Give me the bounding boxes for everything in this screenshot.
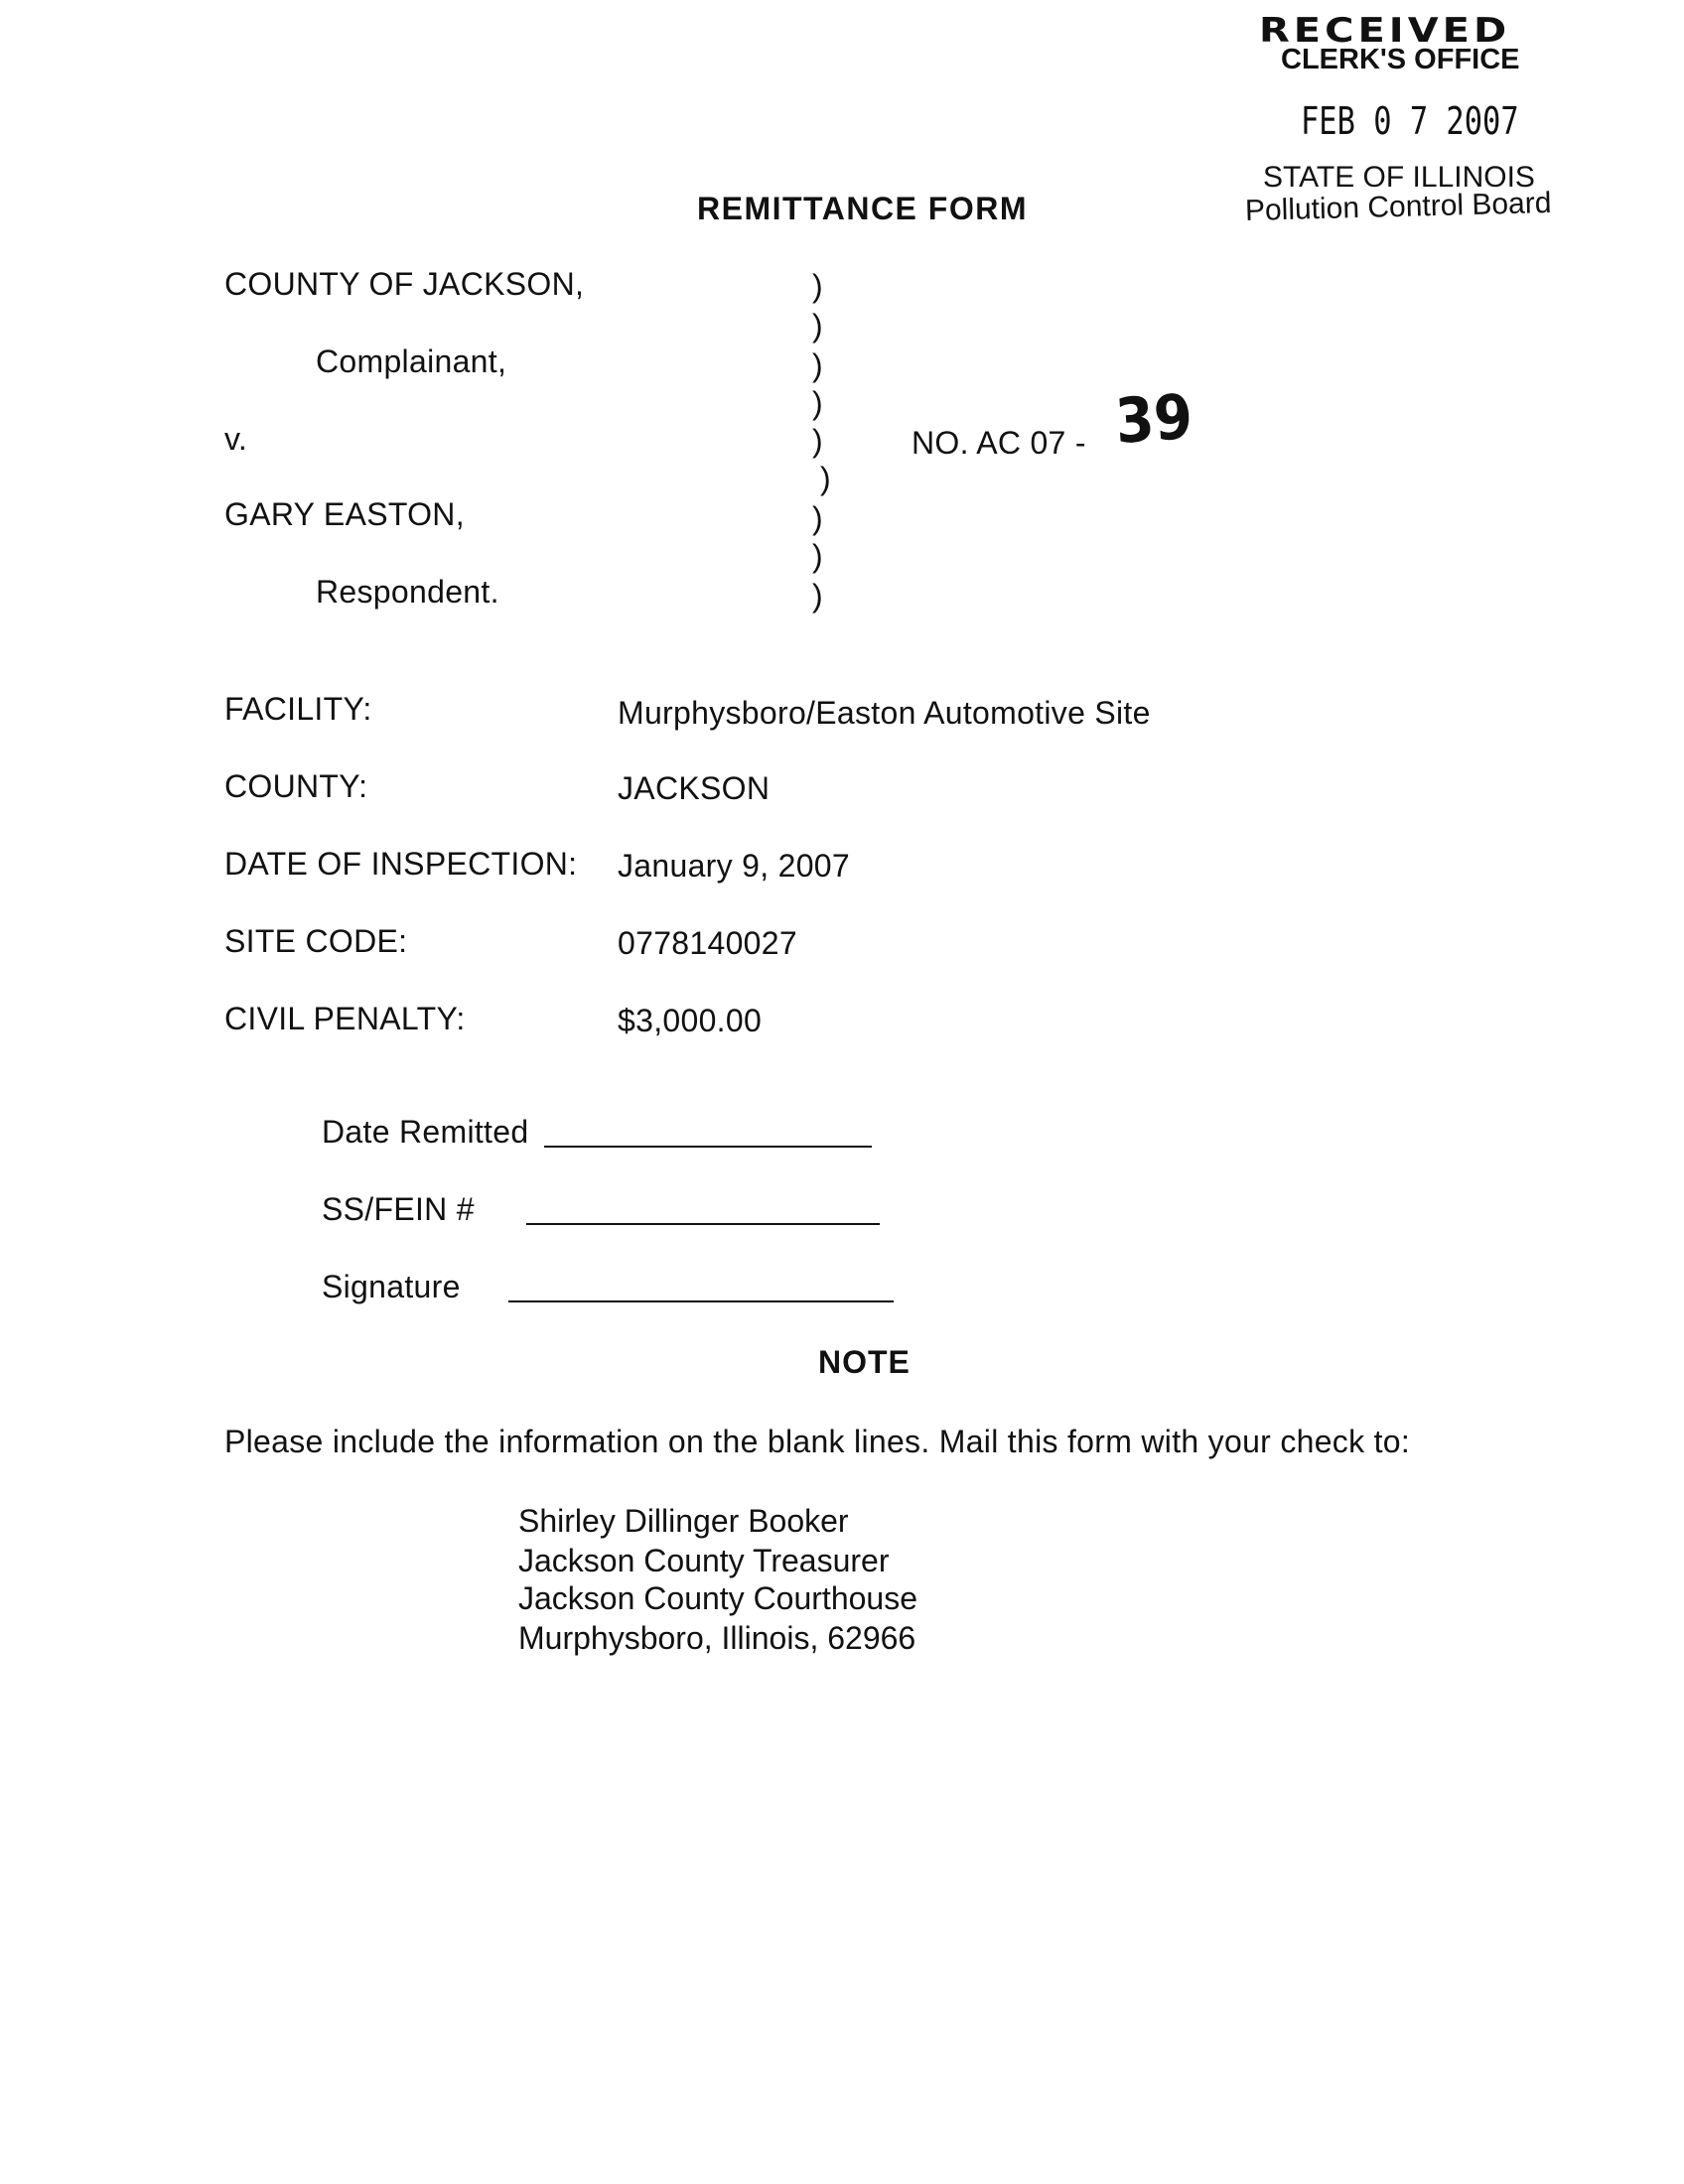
respondent-name: GARY EASTON, [224, 496, 465, 532]
stamp-received: RECEIVED [1259, 11, 1511, 51]
caption-paren: ) [820, 461, 831, 496]
date-remitted-line[interactable] [544, 1146, 872, 1148]
caption-paren: ) [812, 308, 823, 343]
complainant-role: Complainant, [316, 343, 507, 379]
detail-label-county: COUNTY: [224, 768, 368, 804]
signature-label: Signature [322, 1269, 461, 1304]
note-instruction: Please include the information on the blank lines. Mail this form with your check to: [224, 1424, 1411, 1459]
case-number-prefix: NO. AC 07 - [912, 425, 1086, 461]
detail-value-county: JACKSON [618, 770, 771, 806]
ss-fein-label: SS/FEIN # [322, 1191, 475, 1227]
caption-paren: ) [812, 268, 823, 304]
complainant-name: COUNTY OF JACKSON, [224, 266, 585, 302]
address-office: Jackson County Treasurer [518, 1543, 890, 1578]
address-city: Murphysboro, Illinois, 62966 [518, 1620, 916, 1656]
form-title: REMITTANCE FORM [697, 191, 1028, 226]
stamp-state: STATE OF ILLINOIS [1263, 161, 1535, 194]
note-heading: NOTE [818, 1344, 911, 1380]
detail-label-date-of-inspection: DATE OF INSPECTION: [224, 846, 578, 882]
case-number-handwritten: 39 [1112, 379, 1195, 458]
detail-label-civil-penalty: CIVIL PENALTY: [224, 1001, 466, 1036]
detail-value-civil-penalty: $3,000.00 [618, 1003, 763, 1038]
detail-label-facility: FACILITY: [224, 691, 372, 727]
date-remitted-label: Date Remitted [322, 1114, 529, 1150]
detail-label-site-code: SITE CODE: [224, 923, 408, 959]
versus-label: v. [224, 421, 248, 457]
stamp-date: FEB 0 7 2007 [1301, 99, 1519, 143]
respondent-role: Respondent. [316, 574, 499, 610]
stamp-board: Pollution Control Board [1244, 186, 1552, 227]
detail-value-site-code: 0778140027 [618, 925, 797, 961]
address-name: Shirley Dillinger Booker [518, 1503, 849, 1539]
caption-paren: ) [812, 347, 823, 383]
address-building: Jackson County Courthouse [518, 1580, 917, 1616]
caption-paren: ) [812, 385, 823, 421]
signature-line[interactable] [508, 1300, 894, 1302]
detail-value-date-of-inspection: January 9, 2007 [618, 848, 850, 884]
caption-paren: ) [812, 500, 823, 536]
stamp-office: CLERK'S OFFICE [1281, 44, 1520, 75]
detail-value-facility: Murphysboro/Easton Automotive Site [618, 695, 1151, 731]
ss-fein-line[interactable] [526, 1223, 880, 1225]
caption-paren: ) [812, 578, 823, 614]
caption-paren: ) [812, 538, 823, 574]
caption-paren: ) [812, 423, 823, 459]
